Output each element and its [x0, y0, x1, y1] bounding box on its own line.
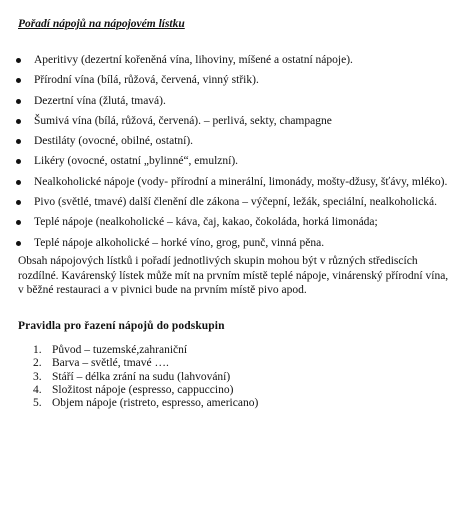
list-item-text: Šumivá vína (bílá, růžová, červená). – perlivá, sekty, champagne: [34, 114, 332, 127]
list-item-text: Nealkoholické nápoje (vody- přírodní a minerální, limonády, mošty-džusy, šťávy, mléko).: [34, 175, 448, 188]
paragraph-line: v běžné restauraci a v pivnici bude na prvním místě pivo apod.: [18, 284, 307, 296]
bullet-icon: [16, 241, 21, 246]
list-item: [0, 344, 465, 357]
list-item: [0, 151, 465, 171]
item-number: 2.: [33, 357, 42, 370]
list-item: [0, 70, 465, 90]
subgroup-rules-heading: Pravidla pro řazení nápojů do podskupin: [18, 320, 225, 332]
list-item-text: Likéry (ovocné, ostatní „bylinné“, emulzní).: [34, 155, 239, 168]
bullet-icon: [16, 58, 21, 63]
paragraph-line: rozdílné. Kavárenský lístek může mít na prvním místě teplé nápoje, vinárenský přírodní vína,: [18, 269, 449, 282]
list-item: [0, 172, 465, 192]
list-item: [0, 131, 465, 151]
list-item-text: Teplé nápoje alkoholické – horké víno, grog, punč, vinná pěna.: [34, 236, 325, 249]
list-item-text: Dezertní vína (žlutá, tmavá).: [34, 94, 166, 107]
list-item-text: Přírodní vína (bílá, růžová, červená, vinný střik).: [34, 74, 259, 87]
bullet-icon: [16, 159, 21, 164]
bullet-icon: [16, 78, 21, 83]
list-item-text: Destiláty (ovocné, obilné, ostatní).: [34, 135, 194, 148]
item-number: 4.: [33, 383, 42, 396]
list-item-text: Teplé nápoje (nealkoholické – káva, čaj, kakao, čokoláda, horká limonáda;: [34, 216, 378, 229]
list-item: [0, 371, 465, 384]
list-item: [0, 397, 465, 410]
paragraph-line: Obsah nápojových lístků i pořadí jednotlivých skupin mohou být v různých střediscích: [18, 255, 418, 267]
drink-order-heading: Pořadí nápojů na nápojovém lístku: [18, 18, 185, 30]
body-paragraph: [18, 254, 458, 298]
bullet-icon: [16, 119, 21, 124]
bullet-icon: [16, 200, 21, 205]
list-item: [0, 111, 465, 131]
drink-categories-list: [0, 50, 465, 253]
list-item-text: Aperitivy (dezertní kořeněná vína, lihoviny, míšené a ostatní nápoje).: [34, 54, 353, 66]
list-item: [0, 50, 465, 70]
list-item: [0, 192, 465, 212]
bullet-icon: [16, 220, 21, 225]
list-item: [0, 357, 465, 370]
item-number: 3.: [33, 370, 42, 383]
list-item: [0, 384, 465, 397]
subgroup-rules-list: [0, 344, 465, 410]
list-item: [0, 212, 465, 232]
bullet-icon: [16, 99, 21, 104]
bullet-icon: [16, 180, 21, 185]
list-item-text: Objem nápoje (ristreto, espresso, americano): [52, 397, 259, 410]
bullet-icon: [16, 139, 21, 144]
list-item-text: Stáří – délka zrání na sudu (lahvování): [52, 370, 231, 383]
list-item-text: Pivo (světlé, tmavé) další členění dle zákona – výčepní, ležák, speciální, nealkoholická.: [34, 196, 437, 209]
list-item-text: Barva – světlé, tmavé ….: [52, 357, 169, 370]
list-item: [0, 91, 465, 111]
list-item-text: Složitost nápoje (espresso, cappuccino): [52, 383, 234, 396]
item-number: 5.: [33, 397, 42, 410]
item-number: 1.: [33, 344, 42, 356]
list-item: [0, 233, 465, 253]
list-item-text: Původ – tuzemské,zahraniční: [52, 344, 188, 356]
